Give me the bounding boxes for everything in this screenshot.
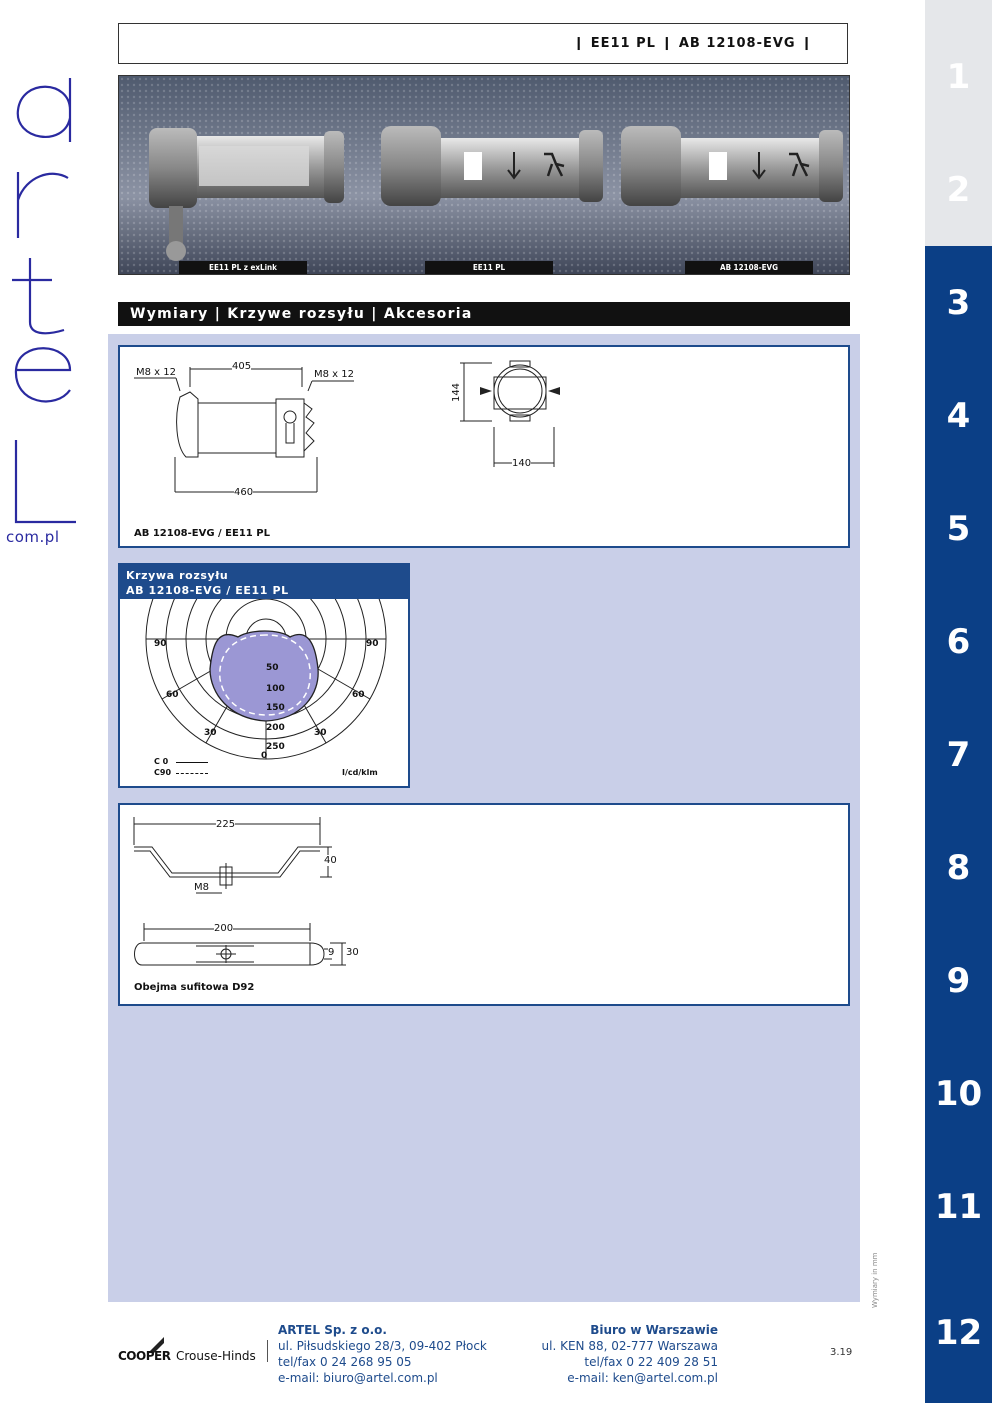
angle-60-right: 60 (352, 690, 365, 700)
length-405: 405 (232, 361, 252, 372)
angle-30-left: 30 (204, 728, 217, 738)
chapter-10[interactable]: 10 (925, 1037, 992, 1150)
cooper-logo-bold: COOPER (118, 1349, 171, 1363)
footer-office (528, 1322, 718, 1386)
brand-domain: com.pl (6, 528, 60, 546)
company-phone: tel/fax 0 24 268 95 05 (278, 1355, 412, 1369)
dimensions-panel (118, 345, 850, 548)
chapter-4[interactable]: 4 (925, 359, 992, 472)
dimensions-caption: AB 12108-EVG / EE11 PL (134, 528, 270, 539)
radial-200: 200 (266, 723, 285, 733)
office-email[interactable]: e-mail: ken@artel.com.pl (567, 1371, 718, 1385)
chapter-3[interactable]: 3 (925, 246, 992, 359)
height-144: 144 (451, 382, 463, 403)
chapter-2[interactable]: 2 (925, 133, 992, 246)
angle-60-left: 60 (166, 690, 179, 700)
luminaires-illustration (119, 76, 850, 275)
chapter-6[interactable]: 6 (925, 585, 992, 698)
cooper-logo (118, 1335, 268, 1365)
legend-c0: C 0 (154, 757, 169, 766)
footer-divider (267, 1340, 268, 1362)
bracket-thread-m8: M8 (194, 882, 209, 893)
lamp-ee11 (381, 126, 603, 206)
legend-c0-line (176, 762, 208, 763)
angle-90-left: 90 (154, 639, 167, 649)
section-title: Wymiary | Krzywe rozsyłu | Akcesoria (118, 302, 850, 326)
bracket-width-225: 225 (216, 819, 236, 830)
chapter-1[interactable]: 1 (925, 20, 992, 133)
photo-caption-1: EE11 PL z exLink (179, 261, 307, 274)
nav-top-fill (925, 0, 992, 20)
photo-caption-3: AB 12108-EVG (685, 261, 813, 274)
legend-c90: C90 (154, 768, 172, 777)
angle-30-right: 30 (314, 728, 327, 738)
artel-logo (4, 60, 84, 560)
distribution-title: Krzywa rozsyłu (126, 569, 229, 582)
company-name: ARTEL Sp. z o.o. (278, 1323, 387, 1337)
side-note-text: Wymiary in mm (871, 1252, 879, 1308)
footer-company (278, 1322, 487, 1386)
bracket-drawing (120, 805, 848, 1004)
chapter-9[interactable]: 9 (925, 924, 992, 1037)
chapter-5[interactable]: 5 (925, 472, 992, 585)
product-photo (118, 75, 850, 275)
distribution-header (120, 565, 408, 599)
bracket-height-40: 40 (324, 855, 337, 866)
radial-100: 100 (266, 684, 285, 694)
office-address: ul. KEN 88, 02-777 Warszawa (541, 1339, 718, 1353)
dimension-drawing (120, 347, 848, 546)
chapter-12[interactable]: 12 (925, 1263, 992, 1403)
chapter-11[interactable]: 11 (925, 1150, 992, 1263)
angle-90-right: 90 (366, 639, 379, 649)
photo-caption-2: EE11 PL (425, 261, 553, 274)
bracket-slot-9: 9 (328, 947, 335, 958)
bracket-height-30: 30 (346, 947, 359, 958)
cooper-logo-text: Crouse-Hinds (176, 1349, 256, 1363)
office-name: Biuro w Warszawie (590, 1323, 718, 1337)
header-box (118, 23, 848, 64)
product-title: ❙ EE11 PL ❙ AB 12108-EVG ❙ (573, 36, 813, 51)
bracket-width-200: 200 (214, 923, 234, 934)
radial-150: 150 (266, 703, 285, 713)
office-phone: tel/fax 0 22 409 28 51 (584, 1355, 718, 1369)
thread-label-right: M8 x 12 (314, 369, 354, 380)
chapter-7[interactable]: 7 (925, 698, 992, 811)
distribution-panel (118, 563, 410, 788)
company-address: ul. Piłsudskiego 28/3, 09-402 Płock (278, 1339, 487, 1353)
accessory-panel (118, 803, 850, 1006)
radial-250: 250 (266, 742, 285, 752)
distribution-subtitle: AB 12108-EVG / EE11 PL (126, 584, 289, 597)
side-note (868, 1240, 880, 1310)
lamp-ab12108 (621, 126, 843, 206)
chapter-8[interactable]: 8 (925, 811, 992, 924)
page-number: 3.19 (830, 1347, 853, 1358)
width-140: 140 (512, 458, 532, 469)
company-email[interactable]: e-mail: biuro@artel.com.pl (278, 1371, 438, 1385)
radial-50: 50 (266, 663, 279, 673)
thread-label-left: M8 x 12 (136, 367, 176, 378)
unit-label: I/cd/klm (342, 768, 378, 777)
legend-c90-line (176, 773, 208, 774)
angle-0: 0 (261, 751, 268, 761)
length-460: 460 (234, 487, 254, 498)
accessory-caption: Obejma sufitowa D92 (134, 982, 255, 993)
chapter-nav (925, 0, 992, 1403)
